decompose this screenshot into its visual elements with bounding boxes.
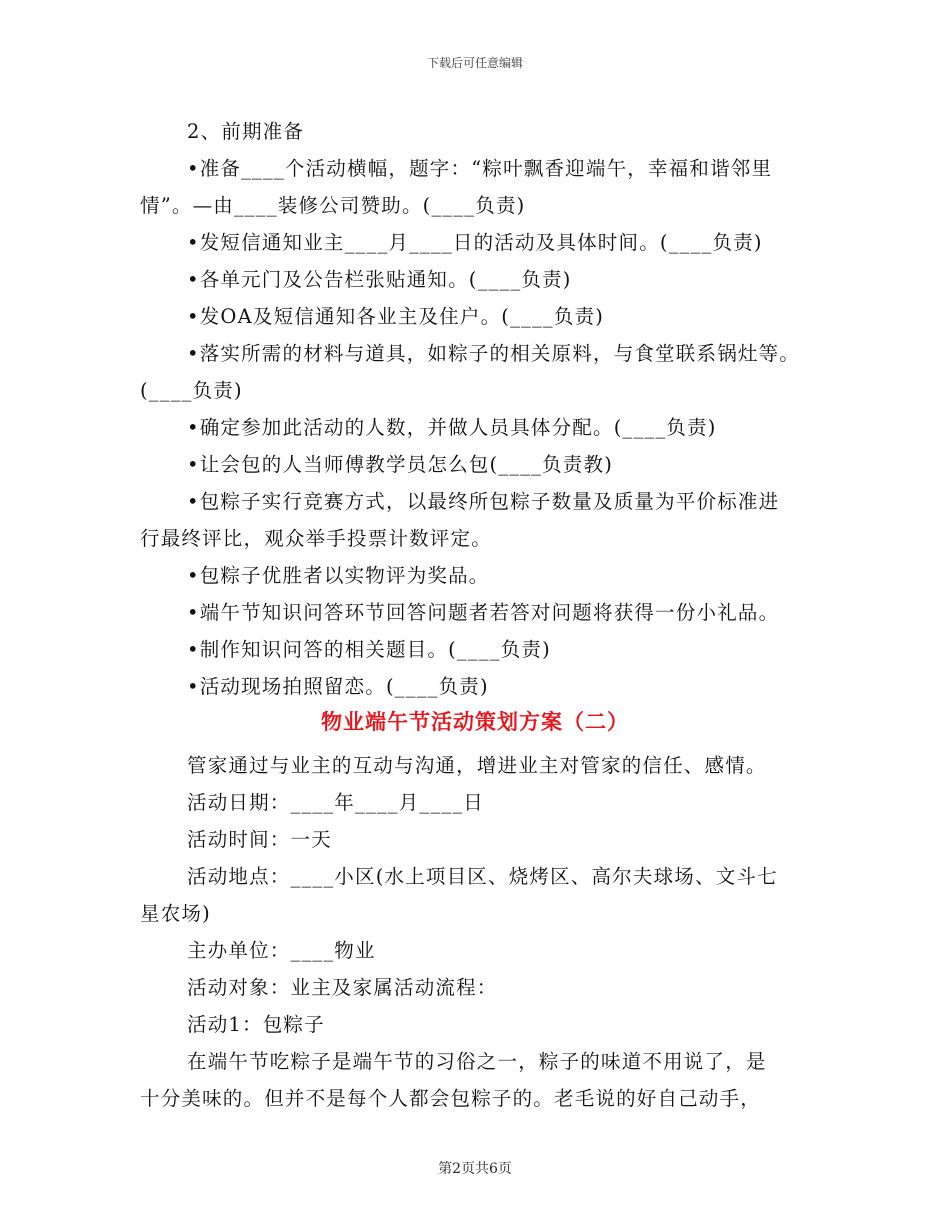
list-item-continuation: 情”。—由____装修公司赞助。(____负责) [140,194,526,217]
list-item: •各单元门及公告栏张贴通知。(____负责) [187,268,572,291]
section-title: 物业端午节活动策划方案（二） [321,709,629,734]
list-item: •制作知识问答的相关题目。(____负责) [187,638,551,661]
list-item: •确定参加此活动的人数，并做人员具体分配。(____负责) [187,416,717,439]
list-item: •落实所需的材料与道具，如粽子的相关原料，与食堂联系锅灶等。 [187,342,801,365]
paragraph-line-continuation: 星农场) [140,902,211,925]
section-heading: 2、前期准备 [187,120,305,143]
paragraph-line-continuation: 十分美味的。但并不是每个人都会包粽子的。老毛说的好自己动手， [140,1087,762,1110]
list-item: •活动现场拍照留恋。(____负责) [187,675,489,698]
paragraph-line: 在端午节吃粽子是端午节的习俗之一，粽子的味道不用说了，是 [187,1050,767,1073]
paragraph-line: 主办单位：____物业 [187,939,376,962]
page-footer: 第2页共6页 [438,1161,512,1177]
list-item-continuation: 行最终评比，观众举手投票计数评定。 [140,527,492,550]
paragraph-line: 活动地点：____小区(水上项目区、烧烤区、高尔夫球场、文斗七 [187,865,778,888]
list-item: •发短信通知业主____月____日的活动及具体时间。(____负责) [187,231,763,254]
paragraph-line: 活动对象：业主及家属活动流程： [187,976,498,999]
page-header: 下载后可任意编辑 [426,56,523,70]
list-item: •准备____个活动横幅，题字：“粽叶飘香迎端午，幸福和谐邻里 [187,157,773,180]
list-item: •端午节知识问答环节回答问题者若答对问题将获得一份小礼品。 [187,601,780,624]
paragraph-line: 活动时间：一天 [187,828,332,851]
list-item: •让会包的人当师傅教学员怎么包(____负责教) [187,453,614,476]
list-item-continuation: (____负责) [140,379,243,402]
list-item: •发OA及短信通知各业主及住户。(____负责) [187,305,605,328]
list-item: •包粽子实行竞赛方式，以最终所包粽子数量及质量为平价标准进 [187,490,780,513]
paragraph-line: 活动1：包粽子 [187,1013,325,1036]
list-item: •包粽子优胜者以实物评为奖品。 [187,564,490,587]
paragraph-line: 活动日期：____年____月____日 [187,791,485,814]
paragraph-line: 管家通过与业主的互动与沟通，增进业主对管家的信任、感情。 [187,754,767,777]
